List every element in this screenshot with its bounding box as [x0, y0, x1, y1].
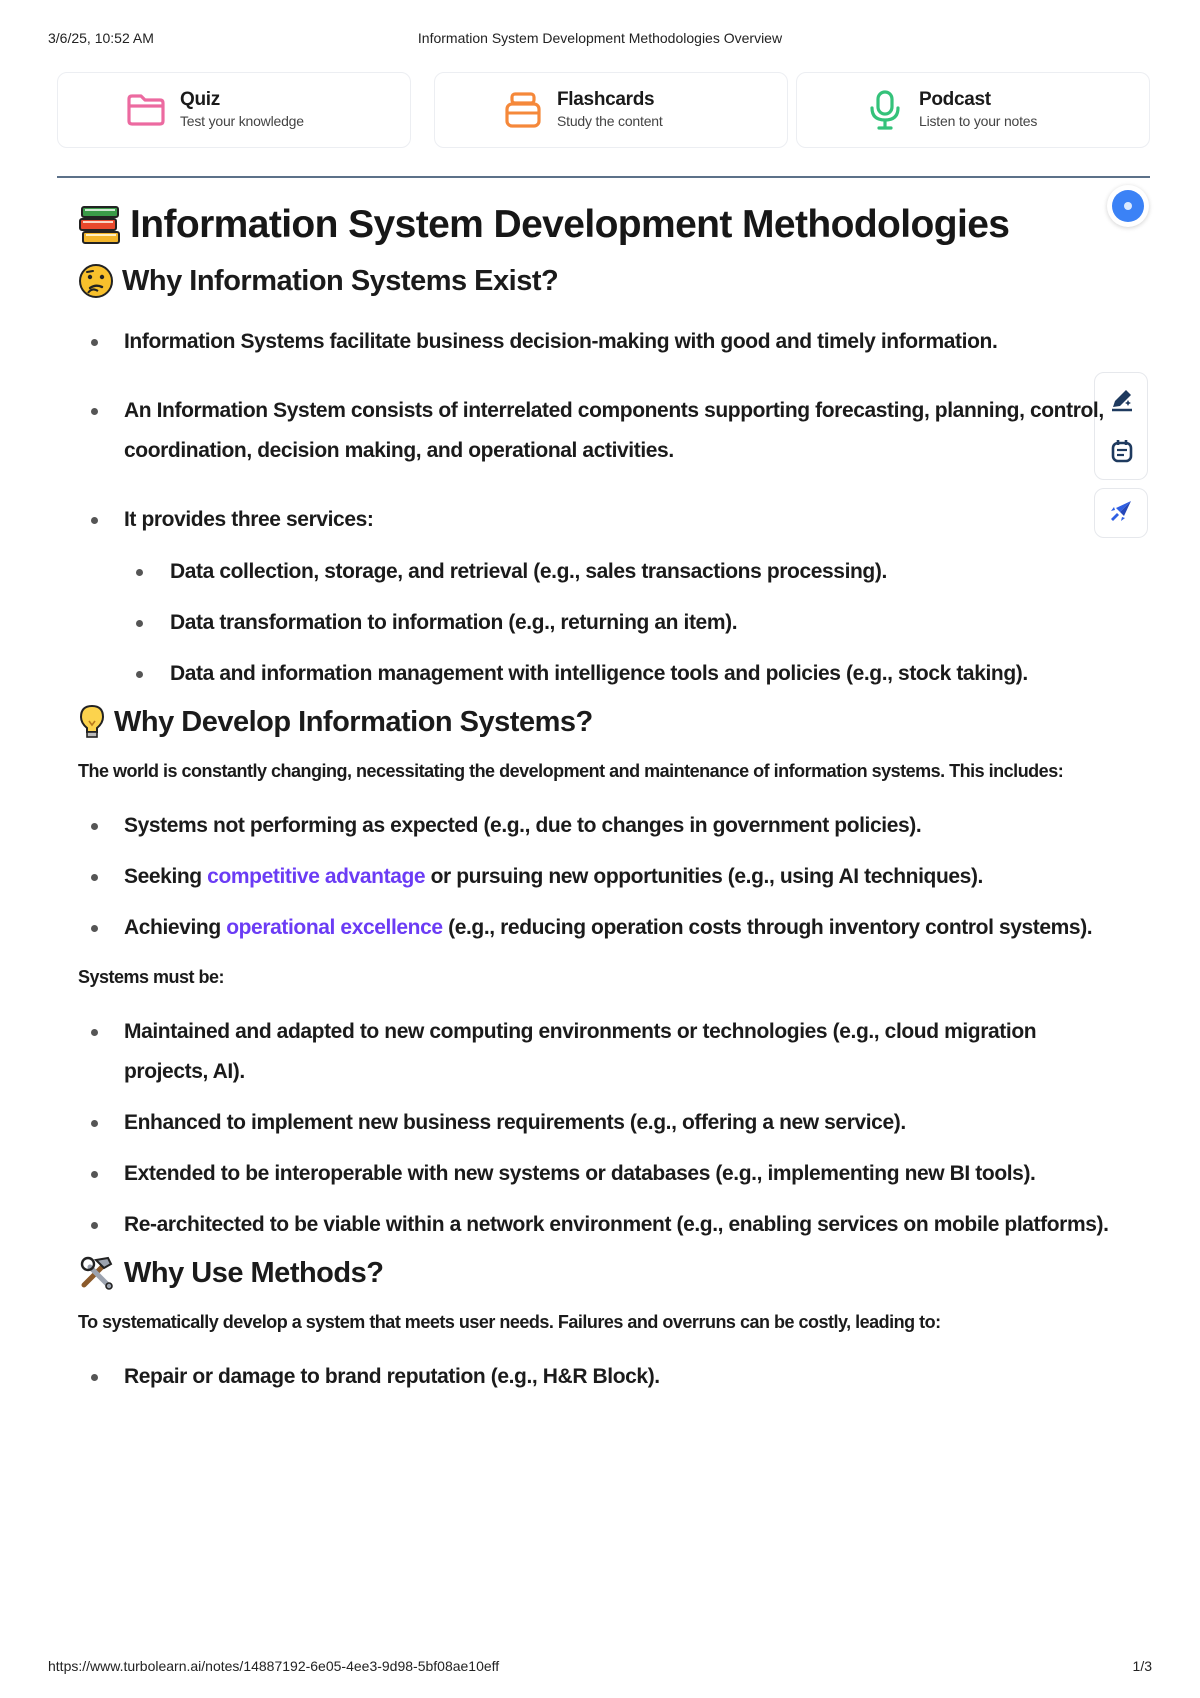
highlight-term[interactable]: competitive advantage [207, 865, 426, 888]
cards-icon [501, 88, 545, 132]
lightbulb-icon [78, 703, 106, 741]
podcast-subtitle: Listen to your notes [919, 113, 1038, 129]
methods-list [78, 1357, 1118, 1397]
list-item: An Information System consists of interrelated components supporting forecasting, planning, control, coordination, decision making, and operational activities. [78, 391, 1118, 471]
print-title: Information System Development Methodologies Overview [417, 30, 783, 46]
flashcards-card[interactable] [434, 72, 788, 148]
paragraph: The world is constantly changing, necessitating the development and maintenance of information systems. This includes: [78, 761, 1064, 781]
page-number: 1/3 [1132, 1658, 1152, 1674]
list-item: Seeking competitive advantage or pursuing new opportunities (e.g., using AI techniques). [78, 857, 1118, 897]
page-url: https://www.turbolearn.ai/notes/14887192-6e05-4ee3-9d98-5bf08ae10eff [48, 1658, 500, 1674]
microphone-icon [863, 88, 907, 132]
books-icon [78, 204, 122, 246]
list-item: Achieving operational excellence (e.g., reducing operation costs through inventory control systems). [78, 908, 1118, 948]
exist-list [78, 322, 1118, 540]
print-date: 3/6/25, 10:52 AM [48, 30, 154, 46]
section-heading-methods [78, 1251, 1118, 1295]
paragraph: To systematically develop a system that meets user needs. Failures and overruns can be costly, leading to: [78, 1312, 941, 1332]
develop-list [78, 806, 1118, 948]
thinking-face-icon [78, 263, 114, 299]
list-item: It provides three services: [78, 500, 1118, 540]
paragraph: Systems must be: [78, 967, 225, 987]
list-item: Maintained and adapted to new computing environments or technologies (e.g., cloud migration projects, AI). [78, 1012, 1118, 1092]
study-tools [57, 72, 1150, 150]
list-item: Information Systems facilitate business decision-making with good and timely information. [78, 322, 1118, 362]
quiz-card[interactable] [57, 72, 411, 148]
systems-must-list [78, 1012, 1118, 1245]
list-item: Re-architected to be viable within a network environment (e.g., enabling services on mobile platforms). [78, 1205, 1118, 1245]
divider [57, 176, 1150, 178]
quiz-title: Quiz [180, 89, 220, 110]
page-title-row [78, 195, 1118, 255]
section-title: Why Information Systems Exist? [122, 264, 559, 297]
hammer-wrench-icon [78, 1255, 116, 1291]
services-list [78, 552, 1118, 694]
list-item: Data and information management with intelligence tools and policies (e.g., stock taking). [78, 654, 1118, 694]
list-item: Data transformation to information (e.g., returning an item). [78, 603, 1118, 643]
list-item: Systems not performing as expected (e.g., due to changes in government policies). [78, 806, 1118, 846]
quiz-subtitle: Test your knowledge [180, 113, 304, 129]
page-title: Information System Development Methodologies [130, 203, 1010, 246]
folder-icon [124, 88, 168, 132]
flashcards-title: Flashcards [557, 89, 655, 110]
flashcards-subtitle: Study the content [557, 113, 663, 129]
print-header [48, 30, 1152, 50]
section-heading-develop [78, 700, 1118, 744]
podcast-title: Podcast [919, 89, 991, 110]
highlight-term[interactable]: operational excellence [226, 916, 443, 939]
print-footer [48, 1658, 1152, 1678]
list-item: Extended to be interoperable with new systems or databases (e.g., implementing new BI tools). [78, 1154, 1118, 1194]
list-item: Data collection, storage, and retrieval (e.g., sales transactions processing). [78, 552, 1118, 592]
note-content [78, 195, 1118, 1397]
list-item: Enhanced to implement new business requirements (e.g., offering a new service). [78, 1103, 1118, 1143]
section-title: Why Develop Information Systems? [114, 705, 593, 738]
podcast-card[interactable] [796, 72, 1150, 148]
section-heading-exist [78, 259, 1118, 303]
section-title: Why Use Methods? [124, 1256, 384, 1289]
list-item: Repair or damage to brand reputation (e.g., H&R Block). [78, 1357, 1118, 1397]
